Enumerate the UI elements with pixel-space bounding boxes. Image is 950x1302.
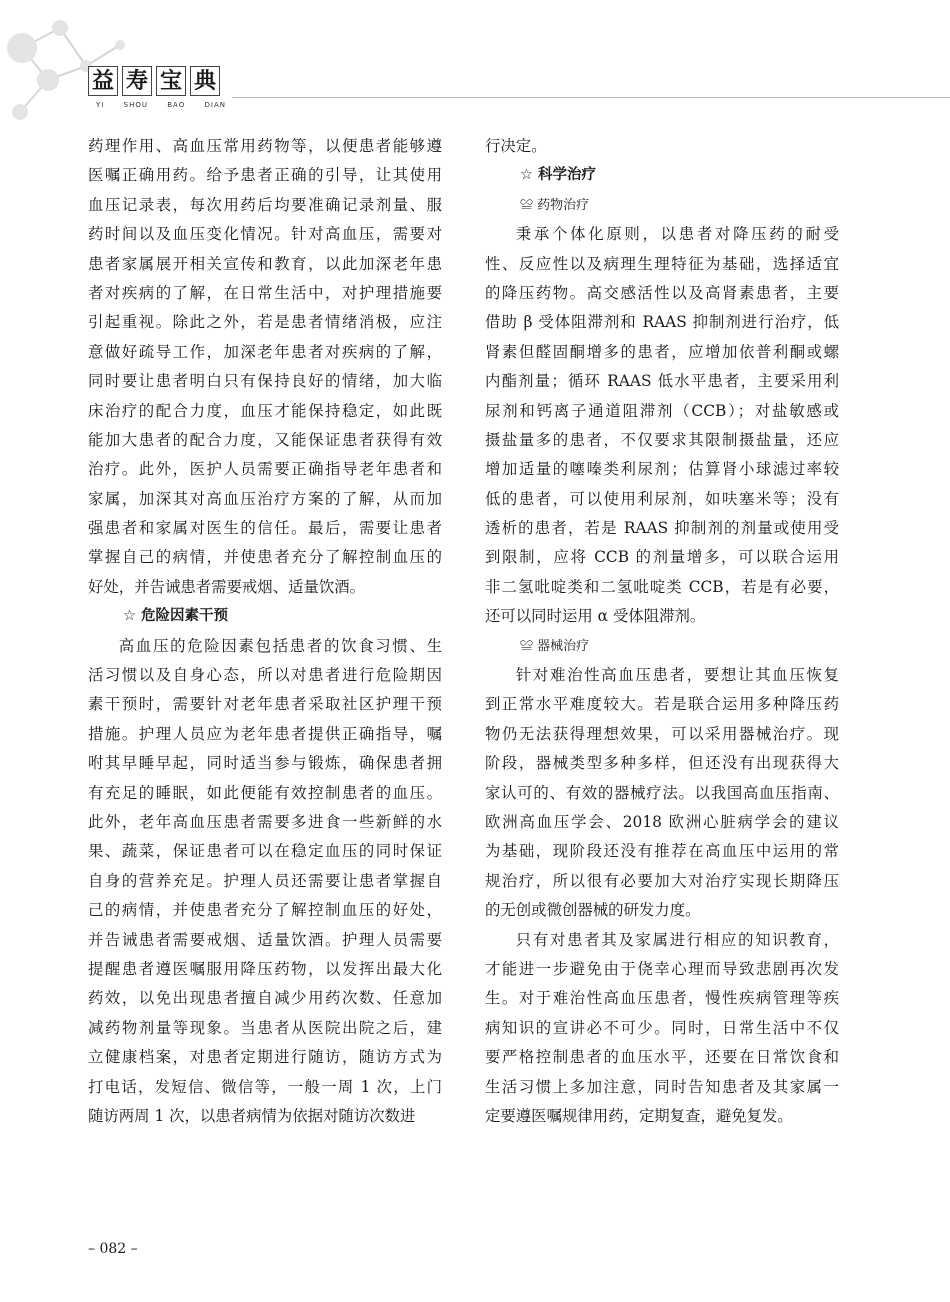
text-line: 果、蔬菜，保证患者可以在稳定血压的同时保证 <box>88 842 442 861</box>
text-line: 家属，加深其对高血压治疗方案的了解，从而加 <box>88 489 442 508</box>
text-line: 阶段，器械类型多种多样，但还没有出现获得大 <box>485 754 839 773</box>
text-line: 到限制，应将 CCB 的剂量增多，可以联合运用 <box>485 548 839 567</box>
text-line: 透析的患者，若是 RAAS 抑制剂的剂量或使用受 <box>485 519 839 538</box>
text-line: 意做好疏导工作，加深老年患者对疾病的了解， <box>88 342 442 361</box>
text-line: 欧洲高血压学会、2018 欧洲心脏病学会的建议 <box>485 812 839 831</box>
logo-char: 寿 <box>122 66 152 96</box>
logo-char: 宝 <box>156 66 186 96</box>
text-line: 提醒患者遵医嘱服用降压药物，以发挥出最大化 <box>88 959 442 978</box>
pinyin-label: DIAN <box>204 101 226 109</box>
text-line: 同时要让患者明白只有保持良好的情绪，加大临 <box>88 372 442 391</box>
paragraph <box>485 661 839 926</box>
text-line: 还可以同时运用 α 受体阻滞剂。 <box>485 607 706 626</box>
text-line: 要严格控制患者的血压水平，还要在日常饮食和 <box>485 1048 839 1067</box>
text-line: 才能进一步避免由于侥幸心理而导致悲剧再次发 <box>485 959 839 978</box>
text-line: 好处，并告诫患者需要戒烟、适量饮酒。 <box>88 577 366 596</box>
pinyin-label: SHOU <box>123 101 148 109</box>
text-line: 的无创或微创器械的研发力度。 <box>485 901 701 920</box>
text-line: 己的病情，并使患者充分了解控制血压的好处， <box>88 901 442 920</box>
text-line: 物仍无法获得理想效果，可以采用器械治疗。现 <box>485 724 839 743</box>
text-line: 者对疾病的了解，在日常生活中，对护理措施要 <box>88 283 442 302</box>
text-line: 引起重视。除此之外，若是患者情绪消极，应注 <box>88 313 442 332</box>
pinyin-label: YI <box>96 101 105 109</box>
text-line: 咐其早睡早起，同时适当参与锻炼，确保患者拥 <box>88 754 442 773</box>
pinyin-label: BAO <box>167 101 186 109</box>
text-line: 能加大患者的配合力度，又能保证患者获得有效 <box>88 430 442 449</box>
right-column <box>485 132 839 1131</box>
text-line: 打电话，发短信、微信等，一般一周 1 次，上门 <box>88 1077 442 1096</box>
subsection-title-device-therapy: ≌ 器械治疗 <box>520 638 590 654</box>
text-line: 床治疗的配合力度，血压才能保持稳定，如此既 <box>88 401 442 420</box>
text-line: 病知识的宣讲必不可少。同时，日常生活中不仅 <box>485 1018 839 1037</box>
text-line: 非二氢吡啶类和二氢吡啶类 CCB，若是有必要， <box>485 577 839 596</box>
text-line: 血压记录表，每次用药后均要准确记录剂量、服 <box>88 195 442 214</box>
text-line: 强患者和家属对医生的信任。最后，需要让患者 <box>88 519 442 538</box>
text-line: 针对难治性高血压患者，要想让其血压恢复 <box>515 666 839 685</box>
text-line: 秉承个体化原则，以患者对降压药的耐受 <box>515 225 839 244</box>
text-line: 只有对患者其及家属进行相应的知识教育， <box>515 930 839 949</box>
text-line: 掌握自己的病情，并使患者充分了解控制血压的 <box>88 548 442 567</box>
text-line: 有充足的睡眠，如此便能有效控制患者的血压。 <box>88 783 442 802</box>
text-line: 生。对于难治性高血压患者，慢性疾病管理等疾 <box>485 989 839 1008</box>
text-line: 药时间以及血压变化情况。针对高血压，需要对 <box>88 225 442 244</box>
text-line: 到正常水平难度较大。若是联合运用多种降压药 <box>485 695 839 714</box>
text-line: 药效，以免出现患者擅自减少用药次数、任意加 <box>88 989 442 1008</box>
paragraph <box>485 132 839 161</box>
text-line: 素干预时，需要针对老年患者采取社区护理干预 <box>88 695 442 714</box>
text-line: 的降压药物。高交感活性以及高肾素患者，主要 <box>485 283 839 302</box>
text-line: 药理作用、高血压常用药物等，以便患者能够遵 <box>88 137 442 155</box>
section-title-scientific-treatment: ☆ 科学治疗 <box>520 167 597 184</box>
text-line: 性、反应性以及病理生理特征为基础，选择适宜 <box>485 254 839 273</box>
text-line: 并告诫患者需要戒烟、适量饮酒。护理人员需要 <box>88 930 442 949</box>
text-line: 医嘱正确用药。给予患者正确的引导，让其使用 <box>88 166 442 185</box>
paragraph <box>485 220 839 631</box>
text-line: 定要遵医嘱规律用药，定期复查，避免复发。 <box>485 1106 793 1125</box>
text-line: 生活习惯上多加注意，同时告知患者及其家属一 <box>485 1077 839 1096</box>
text-line: 尿剂和钙离子通道阻滞剂（CCB）；对盐敏感或 <box>485 401 839 420</box>
text-line: 低的患者，可以使用利尿剂，如呋塞米等；没有 <box>485 489 839 508</box>
section-title-risk-factors: ☆ 危险因素干预 <box>123 608 229 625</box>
text-line: 摄盐量多的患者，不仅要求其限制摄盐量，还应 <box>485 430 839 449</box>
text-line: 高血压的危险因素包括患者的饮食习惯、生 <box>118 636 442 655</box>
paragraph <box>485 926 839 1132</box>
text-line: 自身的营养充足。护理人员还需要让患者掌握自 <box>88 871 442 890</box>
subsection-title-drug-therapy: ≌ 药物治疗 <box>520 197 590 213</box>
text-line: 借助 β 受体阻滞剂和 RAAS 抑制剂进行治疗，低 <box>485 313 839 332</box>
page-number: – 082 – <box>88 1241 138 1257</box>
text-line: 活习惯以及自身心态，所以对患者进行危险期因 <box>88 666 442 685</box>
text-line: 减药物剂量等现象。当患者从医院出院之后，建 <box>88 1018 442 1037</box>
logo-char: 典 <box>190 66 220 96</box>
text-line: 为基础，现阶段还没有推荐在高血压中运用的常 <box>485 842 839 861</box>
text-line: 规治疗，所以很有必要加大对治疗实现长期降压 <box>485 871 839 890</box>
text-line: 肾素但醛固酮增多的患者，应增加依普利酮或螺 <box>485 342 839 361</box>
text-line: 措施。护理人员应为老年患者提供正确指导，嘱 <box>88 724 442 743</box>
left-column <box>88 132 442 1131</box>
text-line: 增加适量的噻嗪类利尿剂；估算肾小球滤过率较 <box>485 460 839 479</box>
logo-pinyin <box>96 101 226 109</box>
text-line: 患者家属展开相关宣传和教育，以此加深老年患 <box>88 254 442 273</box>
text-line: 立健康档案，对患者定期进行随访，随访方式为 <box>88 1048 442 1067</box>
paragraph <box>88 132 442 602</box>
header-rule <box>232 97 950 98</box>
paragraph <box>88 632 442 1132</box>
journal-logo <box>88 66 220 96</box>
text-line: 随访两周 1 次，以患者病情为依据对随访次数进 <box>88 1106 416 1125</box>
text-line: 家认可的、有效的器械疗法。以我国高血压指南、 <box>485 783 839 802</box>
logo-char: 益 <box>88 66 118 96</box>
text-line: 治疗。此外，医护人员需要正确指导老年患者和 <box>88 460 442 479</box>
text-line: 内酯剂量；循环 RAAS 低水平患者，主要采用利 <box>485 372 839 391</box>
text-line: 行决定。 <box>485 137 547 155</box>
text-line: 此外，老年高血压患者需要多进食一些新鲜的水 <box>88 812 442 831</box>
